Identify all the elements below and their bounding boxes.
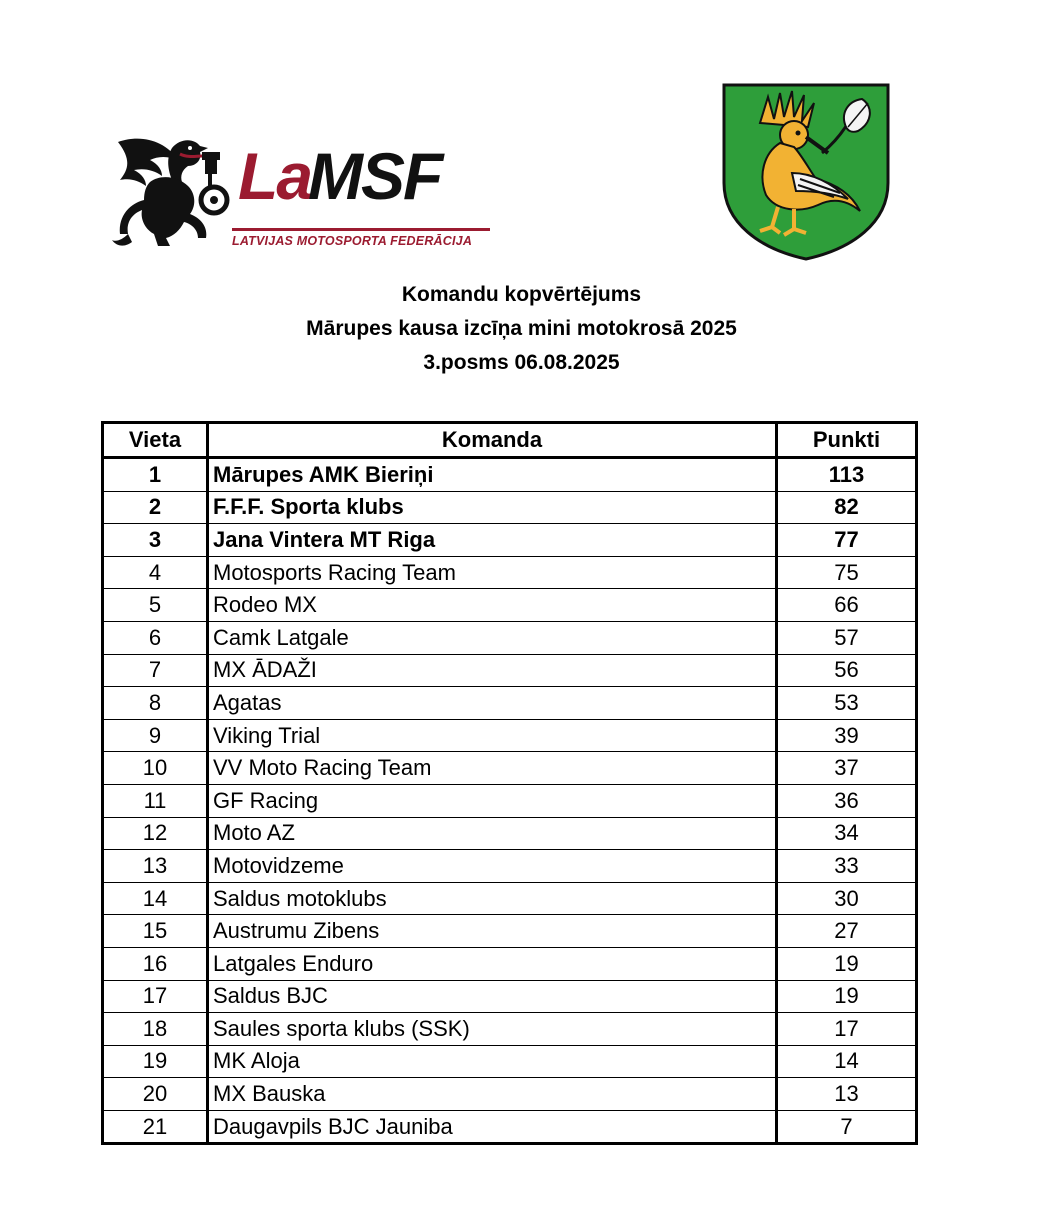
page-subtitle: Mārupes kausa izcīņa mini motokrosā 2025 bbox=[306, 317, 737, 340]
points-cell: 34 bbox=[777, 817, 917, 850]
team-cell: Moto AZ bbox=[208, 817, 777, 850]
table-row bbox=[103, 654, 917, 687]
team-cell: Motovidzeme bbox=[208, 850, 777, 883]
table-row bbox=[103, 589, 917, 622]
team-cell: Agatas bbox=[208, 687, 777, 720]
place-cell: 19 bbox=[103, 1045, 208, 1078]
points-cell: 36 bbox=[777, 784, 917, 817]
points-cell: 27 bbox=[777, 915, 917, 948]
points-cell: 17 bbox=[777, 1013, 917, 1046]
place-cell: 5 bbox=[103, 589, 208, 622]
points-cell: 7 bbox=[777, 1110, 917, 1144]
table-row bbox=[103, 784, 917, 817]
team-cell: F.F.F. Sporta klubs bbox=[208, 491, 777, 524]
column-header-points: Punkti bbox=[777, 423, 917, 458]
team-cell: Latgales Enduro bbox=[208, 947, 777, 980]
logo-divider bbox=[232, 228, 490, 231]
table-row bbox=[103, 524, 917, 557]
table-header-row bbox=[103, 423, 917, 458]
column-header-team: Komanda bbox=[208, 423, 777, 458]
points-cell: 56 bbox=[777, 654, 917, 687]
table-row bbox=[103, 1013, 917, 1046]
place-cell: 1 bbox=[103, 458, 208, 492]
logo-abbr-msf: MSF bbox=[308, 139, 442, 213]
points-cell: 37 bbox=[777, 752, 917, 785]
points-cell: 14 bbox=[777, 1045, 917, 1078]
team-cell: MX ĀDAŽI bbox=[208, 654, 777, 687]
team-cell: Saldus motoklubs bbox=[208, 882, 777, 915]
place-cell: 12 bbox=[103, 817, 208, 850]
team-cell: Saldus BJC bbox=[208, 980, 777, 1013]
place-cell: 14 bbox=[103, 882, 208, 915]
table-row bbox=[103, 491, 917, 524]
place-cell: 21 bbox=[103, 1110, 208, 1144]
table-row bbox=[103, 980, 917, 1013]
team-cell: Austrumu Zibens bbox=[208, 915, 777, 948]
standings-table bbox=[101, 421, 918, 1145]
place-cell: 16 bbox=[103, 947, 208, 980]
points-cell: 33 bbox=[777, 850, 917, 883]
table-row bbox=[103, 458, 917, 492]
table-row bbox=[103, 556, 917, 589]
points-cell: 39 bbox=[777, 719, 917, 752]
points-cell: 57 bbox=[777, 621, 917, 654]
place-cell: 9 bbox=[103, 719, 208, 752]
griffin-icon bbox=[110, 130, 235, 255]
points-cell: 53 bbox=[777, 687, 917, 720]
team-cell: GF Racing bbox=[208, 784, 777, 817]
stage-date: 3.posms 06.08.2025 bbox=[423, 351, 620, 374]
team-cell: Jana Vintera MT Riga bbox=[208, 524, 777, 557]
team-cell: MK Aloja bbox=[208, 1045, 777, 1078]
team-cell: Daugavpils BJC Jauniba bbox=[208, 1110, 777, 1144]
points-cell: 19 bbox=[777, 947, 917, 980]
place-cell: 15 bbox=[103, 915, 208, 948]
table-row bbox=[103, 947, 917, 980]
team-cell: Motosports Racing Team bbox=[208, 556, 777, 589]
points-cell: 19 bbox=[777, 980, 917, 1013]
place-cell: 10 bbox=[103, 752, 208, 785]
place-cell: 6 bbox=[103, 621, 208, 654]
points-cell: 75 bbox=[777, 556, 917, 589]
team-cell: Viking Trial bbox=[208, 719, 777, 752]
team-cell: MX Bauska bbox=[208, 1078, 777, 1111]
place-cell: 8 bbox=[103, 687, 208, 720]
team-cell: Mārupes AMK Bieriņi bbox=[208, 458, 777, 492]
table-row bbox=[103, 1078, 917, 1111]
table-row bbox=[103, 882, 917, 915]
place-cell: 4 bbox=[103, 556, 208, 589]
logo-abbr-la: La bbox=[238, 139, 312, 213]
page-title: Komandu kopvērtējums bbox=[401, 283, 642, 306]
table-row bbox=[103, 817, 917, 850]
place-cell: 18 bbox=[103, 1013, 208, 1046]
points-cell: 66 bbox=[777, 589, 917, 622]
points-cell: 13 bbox=[777, 1078, 917, 1111]
points-cell: 30 bbox=[777, 882, 917, 915]
team-cell: Rodeo MX bbox=[208, 589, 777, 622]
lamsf-logo bbox=[110, 130, 500, 255]
team-cell: VV Moto Racing Team bbox=[208, 752, 777, 785]
place-cell: 20 bbox=[103, 1078, 208, 1111]
column-header-place: Vieta bbox=[103, 423, 208, 458]
place-cell: 17 bbox=[103, 980, 208, 1013]
place-cell: 3 bbox=[103, 524, 208, 557]
hoopoe-coat-of-arms-icon bbox=[722, 83, 890, 261]
table-row bbox=[103, 752, 917, 785]
place-cell: 13 bbox=[103, 850, 208, 883]
points-cell: 82 bbox=[777, 491, 917, 524]
points-cell: 113 bbox=[777, 458, 917, 492]
table-row bbox=[103, 1045, 917, 1078]
table-row bbox=[103, 915, 917, 948]
table-row bbox=[103, 1110, 917, 1144]
table-row bbox=[103, 850, 917, 883]
points-cell: 77 bbox=[777, 524, 917, 557]
place-cell: 11 bbox=[103, 784, 208, 817]
table-row bbox=[103, 719, 917, 752]
table-row bbox=[103, 687, 917, 720]
team-cell: Saules sporta klubs (SSK) bbox=[208, 1013, 777, 1046]
place-cell: 2 bbox=[103, 491, 208, 524]
team-cell: Camk Latgale bbox=[208, 621, 777, 654]
table-row bbox=[103, 621, 917, 654]
logo-full-name: LATVIJAS MOTOSPORTA FEDERĀCIJA bbox=[232, 234, 473, 248]
document-heading bbox=[0, 278, 1043, 380]
place-cell: 7 bbox=[103, 654, 208, 687]
